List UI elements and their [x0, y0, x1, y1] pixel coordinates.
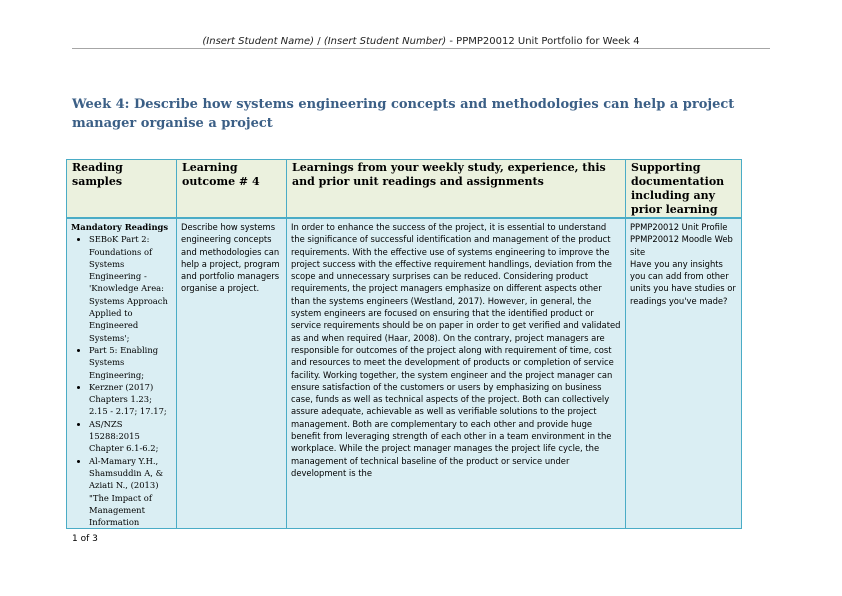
- reading-item: • SEBoK Part 2: Foundations of Systems Engineering - 'Knowledge Area: Systems Approach Applied to Engineered Systems';: [89, 233, 172, 344]
- reading-samples-cell: [67, 218, 177, 529]
- table-header-row: [67, 160, 742, 219]
- supporting-line: Have you any insights you can add from other units you have studies or readings you've made?: [630, 258, 736, 306]
- portfolio-table: [66, 159, 742, 529]
- header-supporting-documentation: Supporting documentation including any prior learning: [626, 160, 742, 219]
- page-title: Week 4: Describe how systems engineering concepts and methodologies can help a project manager organise a project: [72, 97, 735, 131]
- header-divider: [72, 48, 770, 49]
- header-unit-title: - PPMP20012 Unit Portfolio for Week 4: [446, 36, 640, 47]
- reading-item: • AS/NZS 15288:2015 Chapter 6.1-6.2;: [89, 418, 172, 455]
- header-learnings: Learnings from your weekly study, experience, this and prior unit readings and assignments: [287, 160, 626, 219]
- page-number: 1 of 3: [72, 534, 98, 544]
- page-header: [72, 36, 770, 47]
- header-separator: /: [314, 36, 324, 47]
- learnings-cell: [287, 218, 626, 529]
- learning-outcome-cell: [177, 218, 287, 529]
- reading-item: • Part 5: Enabling Systems Engineering;: [89, 344, 172, 381]
- learning-outcome-text: Describe how systems engineering concepts and methodologies can help a project, program and portfolio managers organise a project.: [181, 222, 280, 294]
- header-reading-samples: Reading samples: [67, 160, 177, 219]
- student-number-placeholder: (Insert Student Number): [323, 36, 447, 47]
- reading-item: • Al-Mamary Y.H., Shamsuddin A, & Aziati N., (2013) "The Impact of Management Information: [89, 455, 172, 529]
- supporting-line: PPMP20012 Unit Profile: [630, 222, 728, 232]
- table-row: [67, 218, 742, 529]
- reading-list: [71, 233, 172, 528]
- header-learning-outcome: Learning outcome # 4: [177, 160, 287, 219]
- learnings-text: In order to enhance the success of the project, it is essential to understand the significance of successful identification and management of the product requirements. With the effective use of systems engineering to improve the project success with the effective requirement handlings, deviation from the scope and unnecessary surprises can be reduced. Considering product requirements, the project managers emphasize on different aspects other than the systems engineers (Westland, 2017). However, in general, the system engineers are focused on ensuring that the identified product or service requirements should be on paper in order to get verified and validated as and when required (Haar, 2008). On the contrary, project managers are responsible for outcomes of the project along with requirement of time, cost and resources to meet the development of products or completion of service facility. Working together, the system engineer and the project manager can ensure satisfaction of the customers or users by emphasizing on business case, funds as well as technical aspects of the project. Both can collectively assure adequate, achievable as well as verifiable solutions to the project management. Both are complementary to each other and provide huge benefit from leveraging strength of each other in a team environment in the workplace. While the project manager manages the project life cycle, the management of technical baseline of the product or service under development is the: [291, 222, 621, 478]
- mandatory-readings-heading: Mandatory Readings: [71, 222, 169, 232]
- supporting-line: PPMP20012 Moodle Web site: [630, 234, 733, 257]
- reading-item: • Kerzner (2017) Chapters 1.23; 2.15 - 2.17; 17.17;: [89, 381, 172, 418]
- supporting-documentation-cell: [626, 218, 742, 529]
- student-name-placeholder: (Insert Student Name): [202, 36, 315, 47]
